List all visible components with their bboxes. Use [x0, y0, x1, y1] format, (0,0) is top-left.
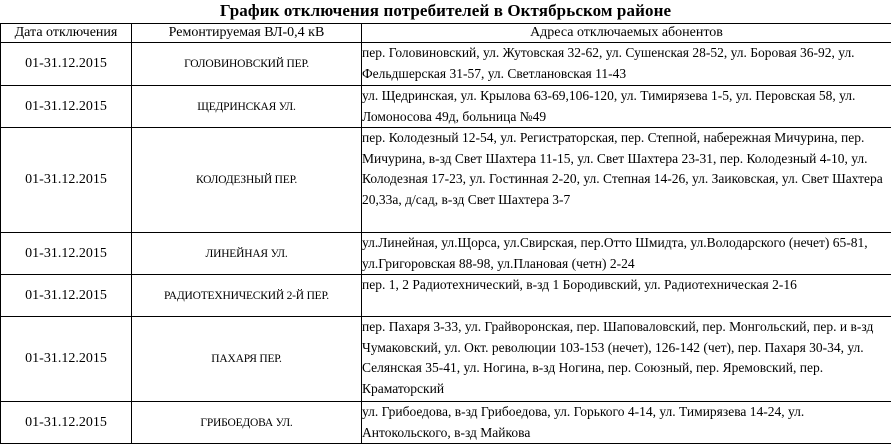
power-line-cell: ЩЕДРИНСКАЯ УЛ.: [132, 86, 362, 128]
addresses-cell: ул. Грибоедова, в-зд Грибоедова, ул. Горького 4-14, ул. Тимирязева 14-24, ул. Антокольского, в-зд Майкова: [362, 402, 891, 444]
outage-date-cell: 01-31.12.2015: [1, 86, 132, 128]
table-row: [1, 317, 891, 402]
outage-schedule-table: [0, 23, 891, 444]
table-row: [1, 402, 891, 444]
power-line-cell: РАДИОТЕХНИЧЕСКИЙ 2-Й ПЕР.: [132, 275, 362, 317]
table-row: [1, 86, 891, 128]
power-line-cell: ПАХАРЯ ПЕР.: [132, 317, 362, 402]
table-row: [1, 128, 891, 233]
outage-date-cell: 01-31.12.2015: [1, 317, 132, 402]
addresses-cell: пер. 1, 2 Радиотехнический, в-зд 1 Бородивский, ул. Радиотехническая 2-16: [362, 275, 891, 317]
table-header-row: [1, 24, 891, 43]
addresses-cell: пер. Головиновский, ул. Жутовская 32-62, ул. Сушенская 28-52, ул. Боровая 36-92, ул. Фельдшерская 31-57, ул. Светлановская 11-43: [362, 43, 891, 86]
outage-date-cell: 01-31.12.2015: [1, 233, 132, 275]
column-header-line: Ремонтируемая ВЛ-0,4 кВ: [132, 24, 362, 43]
column-header-addresses: Адреса отключаемых абонентов: [362, 24, 891, 43]
addresses-cell: ул.Линейная, ул.Щорса, ул.Свирская, пер.Отто Шмидта, ул.Володарского (нечет) 65-81, ул.Григоровская 88-98, ул.Плановая (четн) 2-24: [362, 233, 891, 275]
addresses-cell: ул. Щедринская, ул. Крылова 63-69,106-120, ул. Тимирязева 1-5, ул. Перовская 58, ул. Ломоносова 49д, больница №49: [362, 86, 891, 128]
table-row: [1, 233, 891, 275]
power-line-cell: ЛИНЕЙНАЯ УЛ.: [132, 233, 362, 275]
power-line-cell: ГОЛОВИНОВСКИЙ ПЕР.: [132, 43, 362, 86]
table-row: [1, 275, 891, 317]
power-line-cell: КОЛОДЕЗНЫЙ ПЕР.: [132, 128, 362, 233]
addresses-cell: пер. Колодезный 12-54, ул. Регистраторская, пер. Степной, набережная Мичурина, пер. Мичурина, в-зд Свет Шахтера 11-15, ул. Свет Шахтера 23-31, пер. Колодезный 4-10, ул. Колодезная 17-23, ул. Гостинная 2-20, ул. Степная 14-26, ул. Заиковская, ул. Свет Шахтера 20,33а, д/сад, в-зд Свет Шахтера 3-7: [362, 128, 891, 233]
outage-date-cell: 01-31.12.2015: [1, 275, 132, 317]
table-row: [1, 43, 891, 86]
column-header-date: Дата отключения: [1, 24, 132, 43]
outage-date-cell: 01-31.12.2015: [1, 402, 132, 444]
power-line-cell: ГРИБОЕДОВА УЛ.: [132, 402, 362, 444]
outage-date-cell: 01-31.12.2015: [1, 43, 132, 86]
addresses-cell: пер. Пахаря 3-33, ул. Грайворонская, пер. Шаповаловский, пер. Монгольский, пер. и в-зд Чумаковский, ул. Окт. революции 103-153 (нечет), 126-142 (чет), пер. Пахаря 30-34, ул. Селянская 35-41, ул. Ногина, в-зд Ногина, пер. Союзный, пер. Яремовский, пер. Краматорский: [362, 317, 891, 402]
outage-date-cell: 01-31.12.2015: [1, 128, 132, 233]
page-title: График отключения потребителей в Октябрьском районе: [0, 0, 891, 22]
